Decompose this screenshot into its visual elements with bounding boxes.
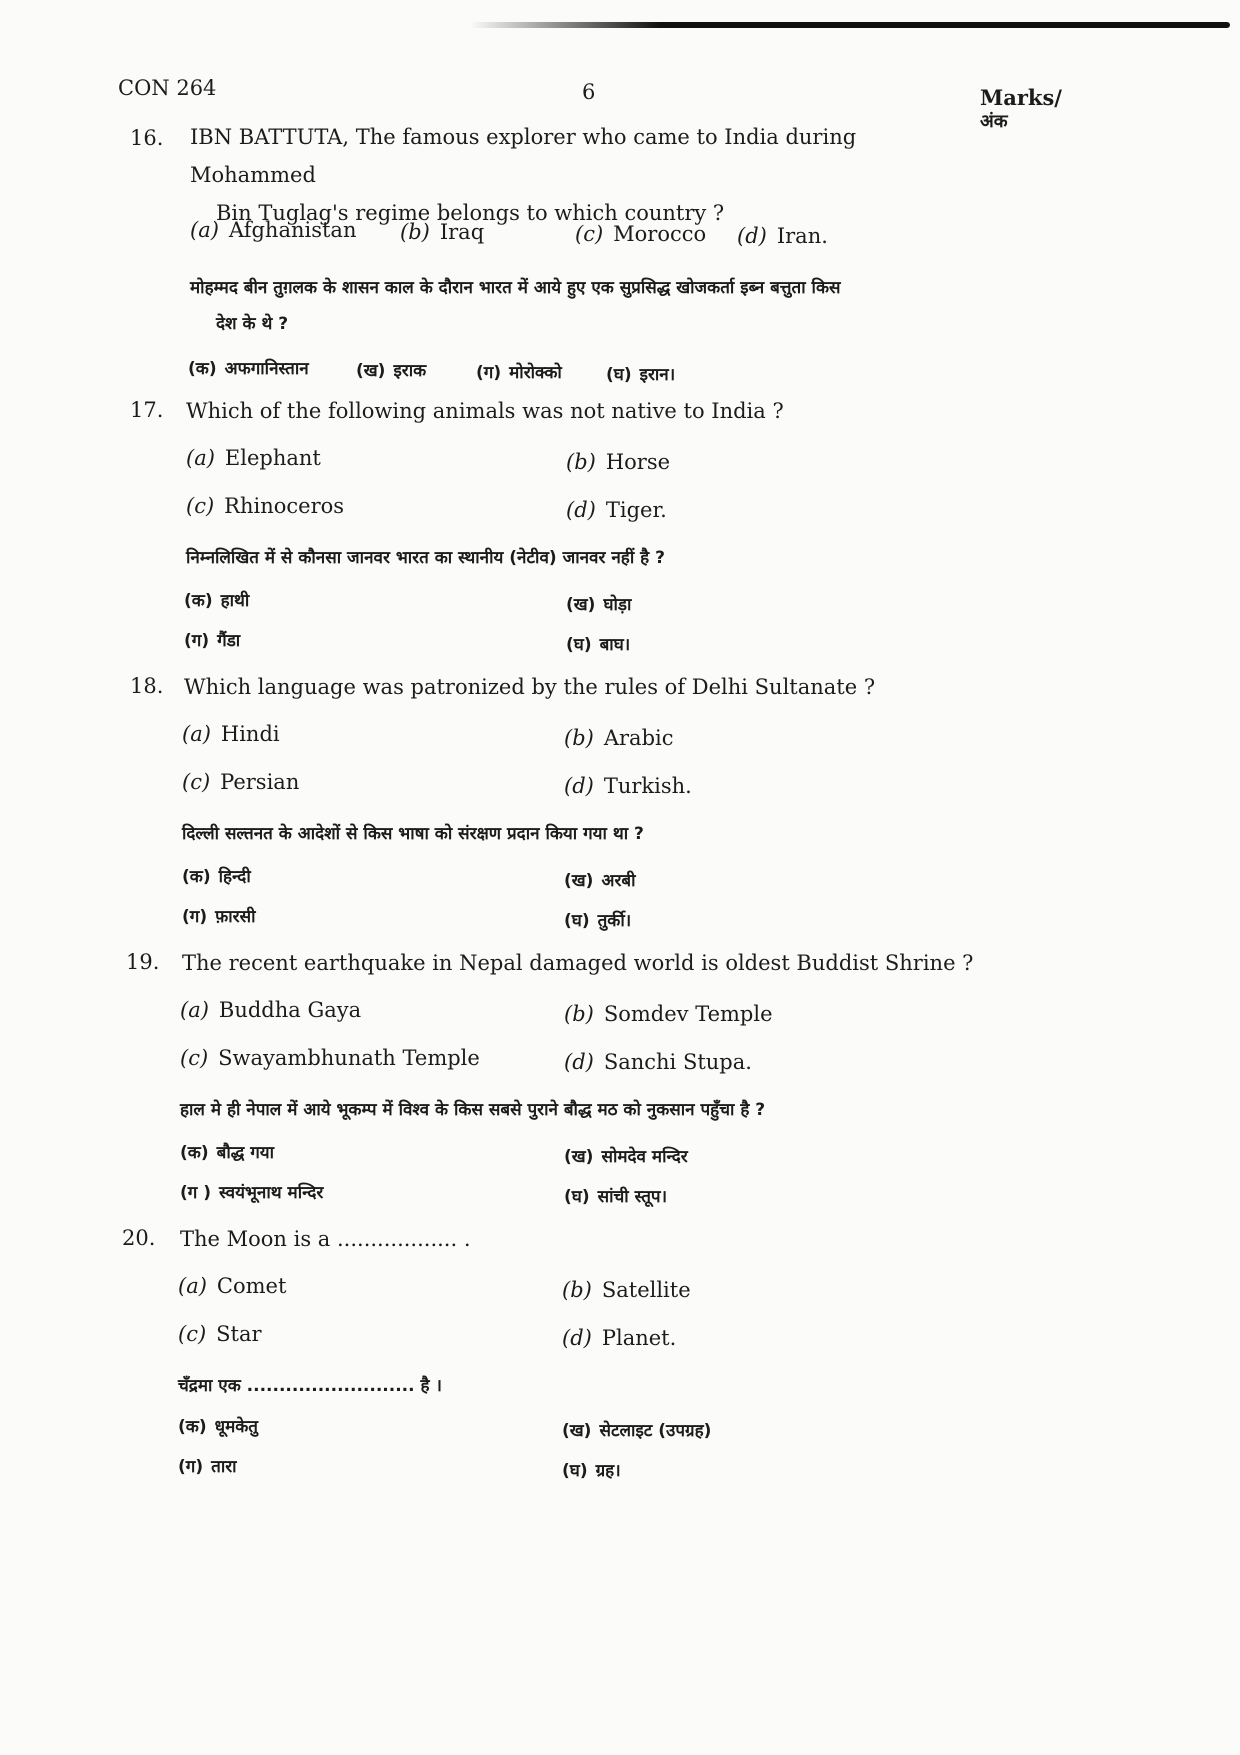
question-number: 20. — [122, 1226, 156, 1250]
question-number: 17. — [130, 398, 164, 422]
option-b: (b) Arabic — [564, 726, 674, 750]
marks-heading — [980, 86, 1062, 134]
question-text: The Moon is a .................. . — [180, 1227, 471, 1251]
question-text: Which of the following animals was not native to India ? — [186, 399, 784, 423]
question-text: The recent earthquake in Nepal damaged world is oldest Buddist Shrine ? — [182, 951, 974, 975]
option-c: (c) Swayambhunath Temple — [180, 1046, 480, 1070]
option-a: (a) Elephant — [186, 446, 321, 470]
option-d: (d) Turkish. — [564, 774, 692, 798]
top-rule — [470, 22, 1230, 28]
question-text — [190, 118, 970, 232]
option-kha: (ख) अरबी — [564, 871, 636, 891]
paper-code: CON 264 — [118, 76, 217, 100]
question-number: 18. — [130, 674, 164, 698]
option-kha: (ख) सेटलाइट (उपग्रह) — [562, 1421, 712, 1441]
option-b: (b) Satellite — [562, 1278, 691, 1302]
option-a: (a) Comet — [178, 1274, 287, 1298]
question-text-hindi: निम्नलिखित में से कौनसा जानवर भारत का स्थानीय (नेटीव) जानवर नहीं है ? — [186, 548, 665, 568]
option-ka: (क) धूमकेतु — [178, 1417, 258, 1437]
option-a: (a) Hindi — [182, 722, 280, 746]
option-a: (a) Buddha Gaya — [180, 998, 362, 1022]
option-gha: (घ) तुर्की। — [564, 911, 632, 931]
option-b: (b) Somdev Temple — [564, 1002, 773, 1026]
option-c: (c) Rhinoceros — [186, 494, 345, 518]
option-ga: (ग) तारा — [178, 1457, 237, 1477]
option-ga: (ग) मोरोक्को — [476, 363, 562, 383]
option-kha: (ख) इराक — [356, 361, 427, 381]
option-ga: (ग) गैंडा — [184, 631, 241, 651]
question-text-hindi: दिल्ली सल्तनत के आदेशों से किस भाषा को संरक्षण प्रदान किया गया था ? — [182, 824, 644, 844]
option-a: (a) Afghanistan — [190, 218, 357, 242]
option-c: (c) Persian — [182, 770, 300, 794]
option-ka: (क) अफगानिस्तान — [188, 359, 309, 379]
option-gha: (घ) सांची स्तूप। — [564, 1187, 668, 1207]
marks-label-hi: अंक — [980, 111, 1008, 132]
option-b: (b) Iraq — [400, 220, 485, 244]
question-text: Which language was patronized by the rules of Delhi Sultanate ? — [184, 675, 876, 699]
option-c: (c) Morocco — [575, 222, 707, 246]
option-d: (d) Tiger. — [566, 498, 667, 522]
marks-label-en: Marks/ — [980, 85, 1062, 110]
option-gha: (घ) इरान। — [606, 365, 676, 385]
option-d: (d) Iran. — [737, 224, 828, 248]
option-kha: (ख) घोड़ा — [566, 595, 632, 615]
option-kha: (ख) सोमदेव मन्दिर — [564, 1147, 688, 1167]
question-text-line: IBN BATTUTA, The famous explorer who came to India during Mohammed — [190, 125, 857, 187]
question-text-hindi: चँद्रमा एक .......................... है । — [178, 1376, 442, 1396]
question-number: 16. — [130, 126, 164, 150]
question-text-hindi: मोहम्मद बीन तुग़लक के शासन काल के दौरान भारत में आये हुए एक सुप्रसिद्ध खोजकर्ता इब्न बत्तुता किस देश के थे ? — [190, 278, 841, 334]
option-b: (b) Horse — [566, 450, 671, 474]
option-ga: (ग) फ़ारसी — [182, 907, 256, 927]
question-text-line: Bin Tuglag's regime belongs to which country ? — [216, 201, 725, 225]
option-c: (c) Star — [178, 1322, 262, 1346]
option-gha: (घ) बाघ। — [566, 635, 631, 655]
option-gha: (घ) ग्रह। — [562, 1461, 621, 1481]
option-d: (d) Planet. — [562, 1326, 677, 1350]
option-d: (d) Sanchi Stupa. — [564, 1050, 752, 1074]
option-ka: (क) हिन्दी — [182, 867, 251, 887]
question-text-hindi: हाल मे ही नेपाल में आये भूकम्प में विश्व के किस सबसे पुराने बौद्ध मठ को नुकसान पहुँचा है ? — [180, 1100, 766, 1120]
option-ka: (क) हाथी — [184, 591, 250, 611]
option-ka: (क) बौद्ध गया — [180, 1143, 275, 1163]
question-number: 19. — [126, 950, 160, 974]
page-number: 6 — [582, 80, 596, 104]
option-ga: (ग ) स्वयंभूनाथ मन्दिर — [180, 1183, 324, 1203]
